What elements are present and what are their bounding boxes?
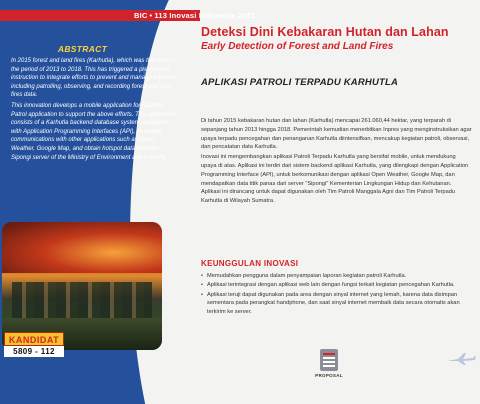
innovation-list <box>201 272 469 317</box>
fire-sky <box>2 222 162 273</box>
document-icon <box>320 349 338 371</box>
candidate-code: 5809 - 112 <box>4 346 64 357</box>
edition-label: 113 Inovasi Indonesia 2021 <box>154 11 256 20</box>
section-title: APLIKASI PATROLI TERPADU KARHUTLA <box>201 77 399 88</box>
innovation-heading: KEUNGGULAN INOVASI <box>201 259 299 268</box>
bic-label: BIC <box>134 11 148 20</box>
fire-patrol-photo <box>2 222 162 350</box>
list-item: • Aplikasi teruji dapat digunakan pada area dengan sinyal internet yang lemah, karena data disimpan sementara pada perangkat handphone, dan saat sinyal internet membaik data secara otomatis akan terkirim ke server. <box>201 291 469 316</box>
description-paragraph: Di tahun 2015 kebakaran hutan dan lahan (Karhutla) mencapai 261.060,44 hektar, yang terparah di sepanjang tahun 2013 hingga 2018. Pemerintah kemudian menerbitkan Inpres yang menginstruksikan agar upaya terpadu pencegahan dan penanganan Karhutla diintensifkan, mencakup kegiatan patroli, observasi, dan pencatatan data Karhutla. <box>201 118 472 151</box>
abstract-paragraph: This innovation develops a mobile application for Karhutla Patrol application to support the above efforts. This application consists of a Karhutla backend database system, equipped with Application Programming Interfaces (API), to enable communications with other applications such as Open Weather, Google Map, and obtain hotspot data from the Sipongi server of the Ministry of Environment and Forestry. <box>11 102 177 161</box>
list-item: • Aplikasi terintegrasi dengan aplikasi web lain dengan fungsi terkait kegiatan pencegahan Karhutla. <box>201 281 469 289</box>
candidate-badge <box>4 332 64 362</box>
page-title: Deteksi Dini Kebakaran Hutan dan Lahan <box>201 25 449 39</box>
proposal-label: PROPOSAL <box>315 373 343 378</box>
airplane-icon <box>446 352 476 366</box>
description-body <box>201 117 472 207</box>
description-paragraph: Inovasi ini mengembangkan aplikasi Patroli Terpadu Karhutla yang bersifat mobile, untuk mendukung upaya di atas. Aplikasi ini terdiri dari sistem backend aplikasi Karhutla, yang dilengkapi dengan Application Programming Interface (API), untuk berkomunikasi dengan aplikasi Open Weather, Google Map, dan mendapatkan data titik panas dari server "Sipongi" Kementerian Lingkungan Hidup dan Kehutanan. Aplikasi ini dirancang untuk dapat digunakan oleh Tim Patroli Manggala Agni dan Tim Patroli Terpadu Karhutla di Wilayah Sumatra. <box>201 154 469 205</box>
abstract-heading: ABSTRACT <box>57 44 108 54</box>
patrol-team <box>12 282 152 322</box>
abstract-body <box>11 57 179 164</box>
page-subtitle: Early Detection of Forest and Land Fires <box>201 41 394 52</box>
header-label <box>134 11 255 20</box>
abstract-paragraph: In 2015 forest and land fires (Karhutla), which was the worst in the period of 2013 to 2018. This has triggered a presidential instruction to integrate efforts to prevent and manage Karhutla, including patrolling, observing, and recording forest and land fires data. <box>11 58 178 99</box>
candidate-label: KANDIDAT <box>4 332 64 346</box>
proposal-link[interactable] <box>314 349 344 378</box>
header-separator: • <box>149 11 153 20</box>
list-item: • Memudahkan pengguna dalam penyampaian laporan kegiatan patroli Karhutla. <box>201 272 469 280</box>
